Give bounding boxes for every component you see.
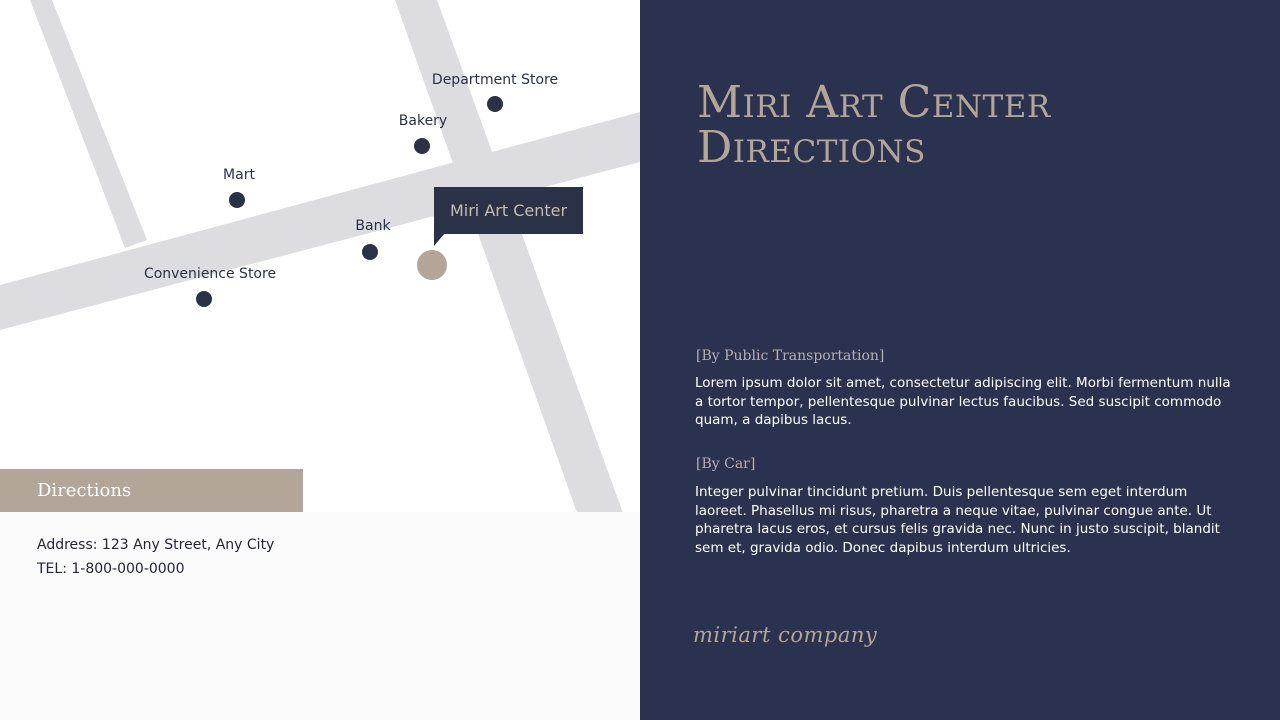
poi-marker-convenience-store[interactable] — [196, 291, 212, 307]
poi-marker-mart[interactable] — [229, 192, 245, 208]
poi-marker-department-store[interactable] — [487, 96, 503, 112]
destination-callout: Miri Art Center — [434, 187, 583, 234]
poi-label-convenience-store: Convenience Store — [143, 266, 277, 282]
poi-label-mart: Mart — [223, 167, 255, 183]
title-line-2: Directions — [697, 122, 926, 173]
poi-label-bank: Bank — [355, 218, 391, 234]
road-diagonal-left — [30, 0, 147, 248]
poi-marker-bank[interactable] — [362, 244, 378, 260]
by-car-heading: [By Car] — [696, 456, 756, 472]
title-line-1: Miri Art Center — [697, 77, 1051, 128]
address-text: Address: 123 Any Street, Any City — [37, 537, 275, 553]
poi-label-bakery: Bakery — [398, 113, 448, 129]
public-transport-body: Lorem ipsum dolor sit amet, consectetur adipiscing elit. Morbi fermentum nulla a tortor tempor, pellentesque pulvinar lectus faucibus. Sed suscipit commodo quam, a dapibus lacus. — [695, 375, 1231, 428]
page-title — [697, 77, 1051, 173]
poi-label-department-store: Department Store — [431, 72, 559, 88]
directions-heading: Directions — [0, 469, 303, 512]
company-signature: miriart company — [693, 623, 878, 647]
tel-text: TEL: 1-800-000-0000 — [37, 561, 185, 577]
contact-info — [0, 512, 640, 720]
by-car-body: Integer pulvinar tincidunt pretium. Duis pellentesque sem eget interdum laoreet. Phasellus mi risus, pharetra a neque vitae, pulvinar congue ante. Ut pharetra lacus eros, et cursus felis gravida nec. Nunc in justo suscipit, blandit sem et, gravida odio. Donec dapibus interdum ultricies. — [695, 484, 1220, 556]
public-transport-heading: [By Public Transportation] — [696, 348, 885, 364]
destination-marker[interactable] — [417, 250, 447, 280]
poi-marker-bakery[interactable] — [414, 138, 430, 154]
directions-panel — [640, 0, 1280, 720]
callout-tail — [434, 233, 445, 246]
